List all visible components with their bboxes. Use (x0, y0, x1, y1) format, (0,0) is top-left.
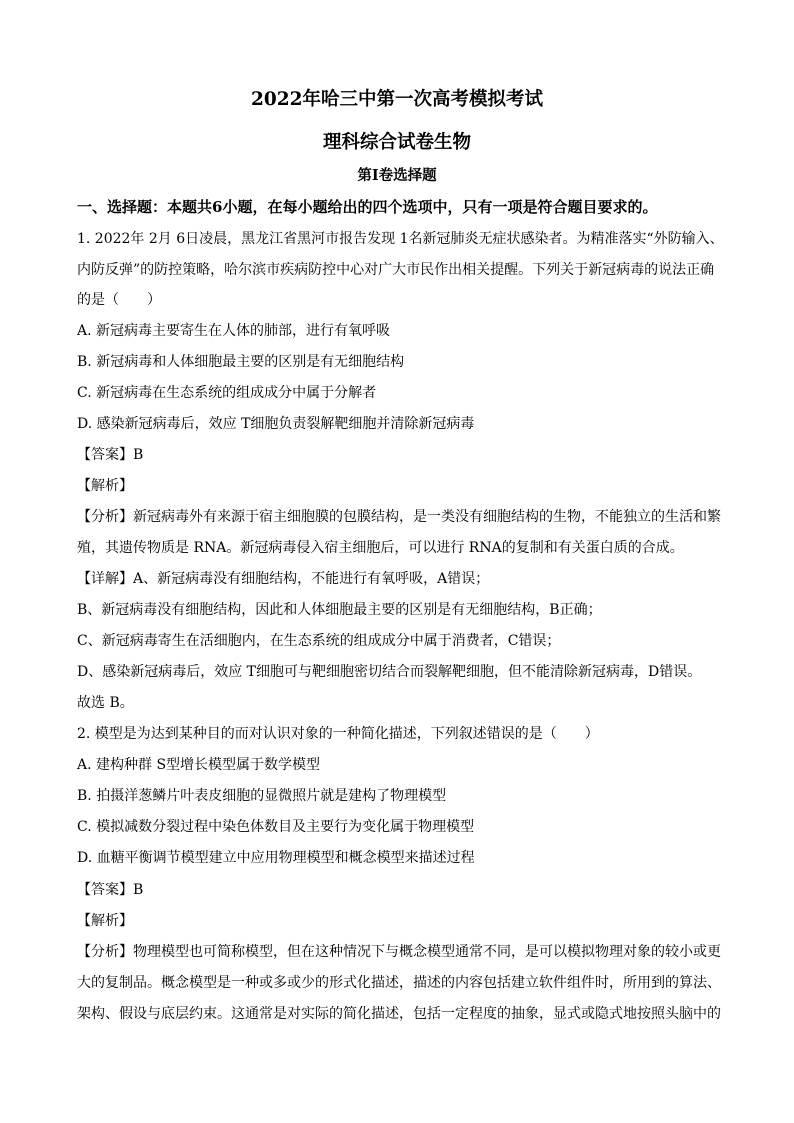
section-heading: 一、选择题：本题共6小题，在每小题给出的四个选项中，只有一项是符合题目要求的。 (77, 198, 658, 216)
q2-stem-line: 2. 模型是为达到某种目的而对认识对象的一种简化描述，下列叙述错误的是（ ） (77, 726, 599, 742)
q1-option-d: D. 感染新冠病毒后，效应 T细胞负责裂解靶细胞并清除新冠病毒 (77, 416, 475, 432)
q2-option-c: C. 模拟减数分裂过程中染色体数目及主要行为变化属于物理模型 (77, 819, 475, 835)
q1-option-b: B. 新冠病毒和人体细胞最主要的区别是有无细胞结构 (77, 354, 405, 370)
exam-title: 2022年哈三中第一次高考模拟考试 (251, 89, 543, 110)
q2-analysis-line: 【分析】物理模型也可简称模型，但在这种情况下与概念模型通常不同，是可以模拟物理对象的较小或更 (77, 944, 721, 960)
q1-analysis-line: C、新冠病毒寄生在活细胞内，在生态系统的组成成分中属于消费者，C错误； (77, 633, 561, 649)
q1-analysis-line: 故选 B。 (77, 695, 134, 711)
q2-answer: 【答案】B (77, 882, 144, 898)
q1-option-a: A. 新冠病毒主要寄生在人体的肺部，进行有氧呼吸 (77, 323, 391, 339)
q2-analysis-label: 【解析】 (77, 913, 133, 929)
volume-title: 第Ⅰ卷选择题 (357, 167, 437, 184)
q1-stem-line: 的是（ ） (77, 292, 161, 308)
q1-analysis-line: D、感染新冠病毒后，效应 T细胞可与靶细胞密切结合而裂解靶细胞，但不能清除新冠病毒，D错误。 (77, 664, 702, 680)
q1-stem-line: 内防反弹”的防控策略，哈尔滨市疾病防控中心对广大市民作出相关提醒。下列关于新冠病毒的说法正确 (77, 262, 715, 278)
q2-option-b: B. 拍摄洋葱鳞片叶表皮细胞的显微照片就是建构了物理模型 (77, 788, 447, 804)
q1-stem-line: 1. 2022年 2月 6日凌晨，黑龙江省黑河市报告发现 1名新冠肺炎无症状感染者。为精准落实“外防输入、 (77, 231, 724, 247)
q1-analysis-line: 【详解】A、新冠病毒没有细胞结构，不能进行有氧呼吸，A错误； (77, 571, 490, 587)
exam-subtitle: 理科综合试卷生物 (322, 132, 471, 153)
q2-analysis-line: 架构、假设与底层约束。这通常是对实际的简化描述，包括一定程度的抽象，显式或隐式地按照头脑中的 (77, 1006, 721, 1022)
q1-analysis-line: 殖，其遗传物质是 RNA。新冠病毒侵入宿主细胞后，可以进行 RNA的复制和有关蛋白质的合成。 (77, 540, 684, 556)
q1-analysis-line: B、新冠病毒没有细胞结构，因此和人体细胞最主要的区别是有无细胞结构，B正确； (77, 602, 602, 618)
q2-analysis-line: 大的复制品。概念模型是一种或多或少的形式化描述，描述的内容包括建立软件组件时，所用到的算法、 (77, 975, 721, 991)
q1-analysis-label: 【解析】 (77, 478, 133, 494)
q1-analysis-line: 【分析】新冠病毒外有来源于宿主细胞膜的包膜结构，是一类没有细胞结构的生物，不能独立的生活和繁 (77, 509, 721, 525)
q2-option-a: A. 建构种群 S型增长模型属于数学模型 (77, 757, 321, 773)
q1-answer: 【答案】B (77, 447, 144, 463)
q2-option-d: D. 血糖平衡调节模型建立中应用物理模型和概念模型来描述过程 (77, 850, 475, 866)
q1-option-c: C. 新冠病毒在生态系统的组成成分中属于分解者 (77, 385, 377, 401)
